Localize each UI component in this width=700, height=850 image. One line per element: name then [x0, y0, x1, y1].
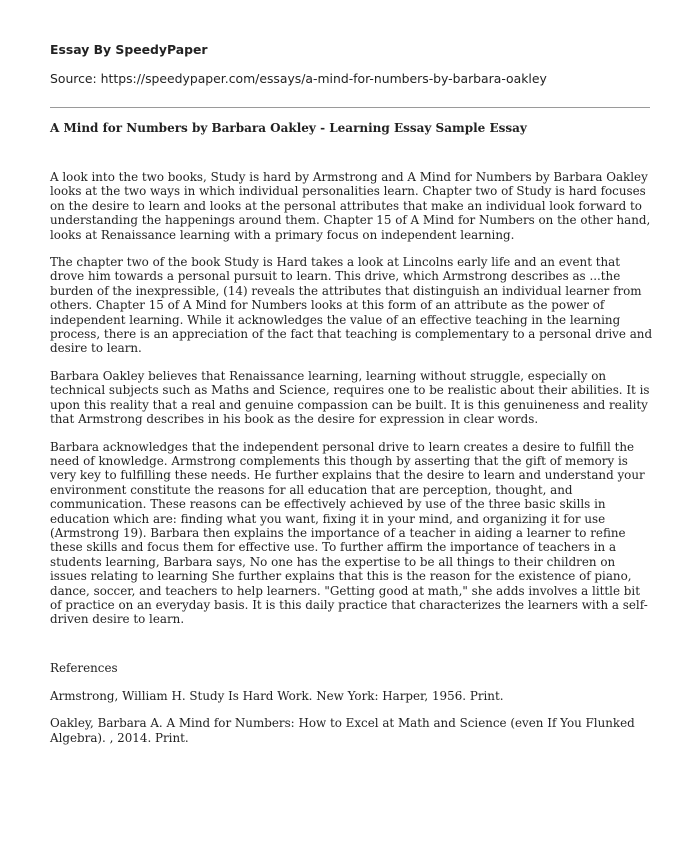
references-list — [50, 689, 654, 758]
reference-item: Oakley, Barbara A. A Mind for Numbers: How to Excel at Math and Science (even If You Flunked Algebra). , 2014. Print. — [50, 716, 635, 745]
reference-item: Armstrong, William H. Study Is Hard Work. New York: Harper, 1956. Print. — [50, 689, 504, 703]
source-line: Source: https://speedypaper.com/essays/a-mind-for-numbers-by-barbara-oakley — [50, 71, 547, 86]
references-heading: References — [50, 661, 118, 675]
header-divider — [50, 107, 650, 108]
essay-paragraph: The chapter two of the book Study is Hard takes a look at Lincolns early life and an event that drove him towards a personal pursuit to learn. This drive, which Armstrong describes as ...the burden of the inexpressible, (14) reveals the attributes that distinguish an individual learner from others. Chapter 15 of A Mind for Numbers looks at this form of an attribute as the power of independent learning. While it acknowledges the value of an effective teaching in the learning process, there is an appreciation of the fact that teaching is complementary to a personal drive and desire to learn. — [50, 255, 653, 356]
essay-title: A Mind for Numbers by Barbara Oakley - Learning Essay Sample Essay — [50, 121, 527, 135]
essay-paragraph: Barbara Oakley believes that Renaissance learning, learning without struggle, especially on technical subjects such as Maths and Science, requires one to be realistic about their abilities. It is upon this reality that a real and genuine compassion can be built. It is this genuineness and reality that Armstrong describes in his book as the desire for expression in clear words. — [50, 368, 650, 427]
essay-paragraph: Barbara acknowledges that the independent personal drive to learn creates a desire to fulfill the need of knowledge. Armstrong complements this though by asserting that the gift of memory is very key to fulfilling these needs. He further explains that the desire to learn and understand your environment constitute the reasons for all education that are perception, thought, and communication. These reasons can be effectively achieved by use of the three basic skills in education which are: finding what you want, fixing it in your mind, and organizing it for use (Armstrong 19). Barbara then explains the importance of a teacher in aiding a learner to refine these skills and focus them for effective use. To further affirm the importance of teachers in a students learning, Barbara says, No one has the expertise to be all things to their children on issues relating to learning She further explains that this is the reason for the existence of piano, dance, soccer, and teachers to help learners. "Getting good at math," she adds involves a little bit of practice on an everyday basis. It is this daily practice that characterizes the learners with a self-driven desire to learn. — [50, 439, 648, 627]
essay-body — [50, 170, 654, 640]
essay-paragraph: A look into the two books, Study is hard by Armstrong and A Mind for Numbers by Barbara Oakley looks at the two ways in which individual personalities learn. Chapter two of Study is hard focuses on the desire to learn and looks at the personal attributes that make an individual look forward to understanding the happenings around them. Chapter 15 of A Mind for Numbers on the other hand, looks at Renaissance learning with a primary focus on independent learning. — [50, 170, 651, 242]
brand-line: Essay By SpeedyPaper — [50, 42, 208, 57]
